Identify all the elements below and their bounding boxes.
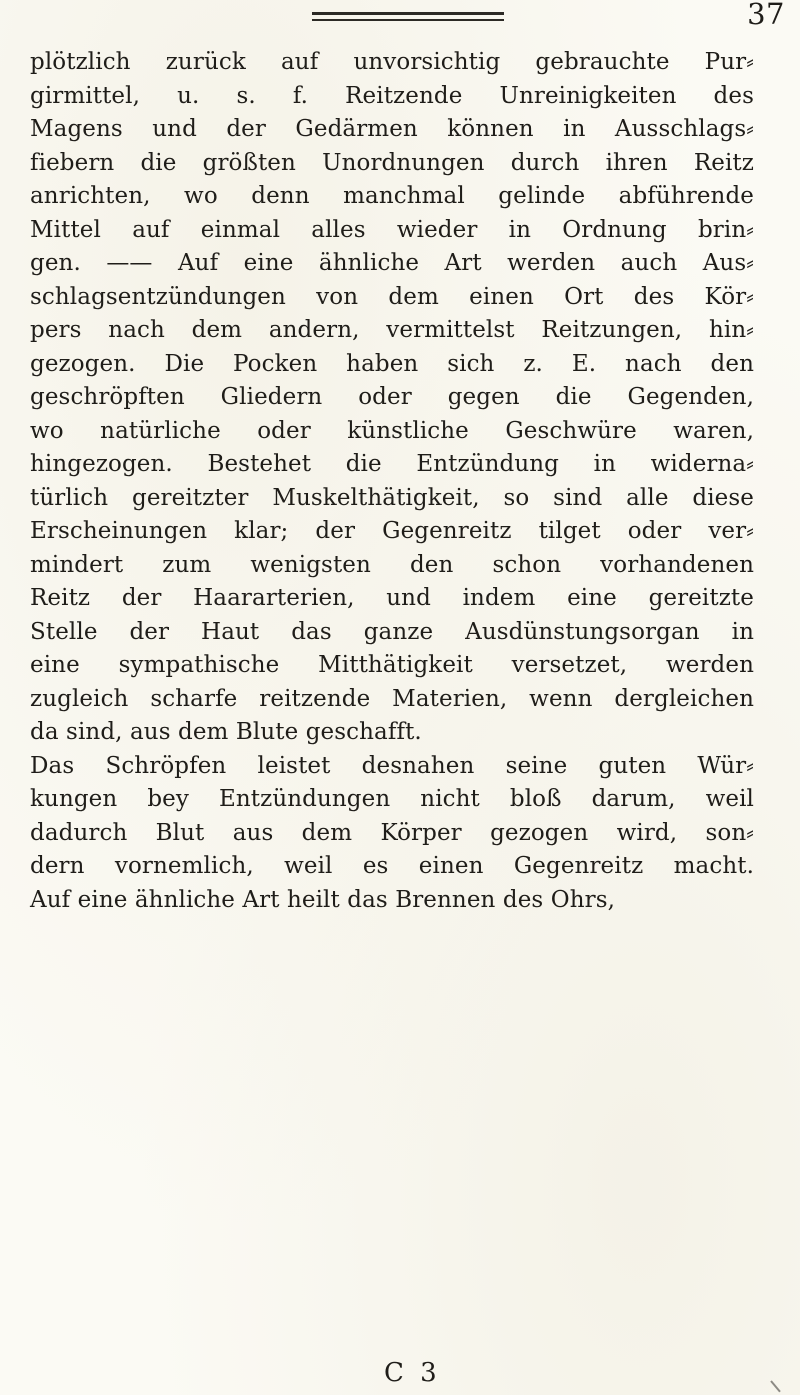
text-line: schlagsentzündungen von dem einen Ort des Kör⸗ — [30, 283, 754, 310]
text-line: Erscheinungen klar; der Gegenreitz tilget oder ver⸗ — [30, 518, 754, 544]
text-line: da sind, aus dem Blute geschafft. — [30, 719, 422, 745]
text-line: wo natürliche oder künstliche Geschwüre waren, — [30, 417, 754, 444]
text-line: eine sympathische Mitthätigkeit versetzet, werden — [30, 652, 754, 678]
body-text — [30, 46, 754, 917]
text-line: plötzlich zurück auf unvorsichtig gebrauchte Pur⸗ — [30, 49, 754, 75]
text-line: hingezogen. Bestehet die Entzündung in widerna⸗ — [30, 451, 754, 477]
signature-mark: C 3 — [384, 1358, 441, 1388]
text-line: türlich gereitzter Muskelthätigkeit, so sind alle diese — [30, 484, 754, 511]
text-line: Stelle der Haut das ganze Ausdünstungsorgan in — [30, 618, 754, 645]
text-line: pers nach dem andern, vermittelst Reitzungen, hin⸗ — [30, 317, 754, 343]
text-line: geschröpften Gliedern oder gegen die Gegenden, — [30, 384, 754, 410]
text-line: dadurch Blut aus dem Körper gezogen wird, son⸗ — [30, 819, 754, 846]
text-line: fiebern die größten Unordnungen durch ihren Reitz — [30, 149, 754, 176]
margin-mark — [770, 1380, 781, 1392]
text-line: Das Schröpfen leistet desnahen seine guten Wür⸗ — [30, 752, 754, 779]
text-line: Reitz der Haararterien, und indem eine gereitzte — [30, 585, 754, 611]
text-line: Mittel auf einmal alles wieder in Ordnung brin⸗ — [30, 216, 754, 243]
text-line: mindert zum wenigsten den schon vorhandenen — [30, 551, 754, 578]
text-line: dern vornemlich, weil es einen Gegenreitz macht. — [30, 853, 754, 879]
text-line: gezogen. Die Pocken haben sich z. E. nach den — [30, 350, 754, 377]
header-rule-bottom — [312, 19, 504, 21]
header-rule-top — [312, 12, 504, 15]
text-line: Magens und der Gedärmen können in Ausschlags⸗ — [30, 116, 754, 142]
text-line: Auf eine ähnliche Art heilt das Brennen des Ohrs, — [30, 886, 616, 913]
text-line: kungen bey Entzündungen nicht bloß darum, weil — [30, 786, 754, 812]
text-line: zugleich scharfe reitzende Materien, wenn dergleichen — [30, 685, 754, 712]
text-line: anrichten, wo denn manchmal gelinde abführende — [30, 183, 754, 209]
page-number: 37 — [747, 0, 785, 31]
text-line: gen. —— Auf eine ähnliche Art werden auch Aus⸗ — [30, 250, 754, 276]
text-line: girmittel, u. s. f. Reitzende Unreinigkeiten des — [30, 82, 754, 109]
